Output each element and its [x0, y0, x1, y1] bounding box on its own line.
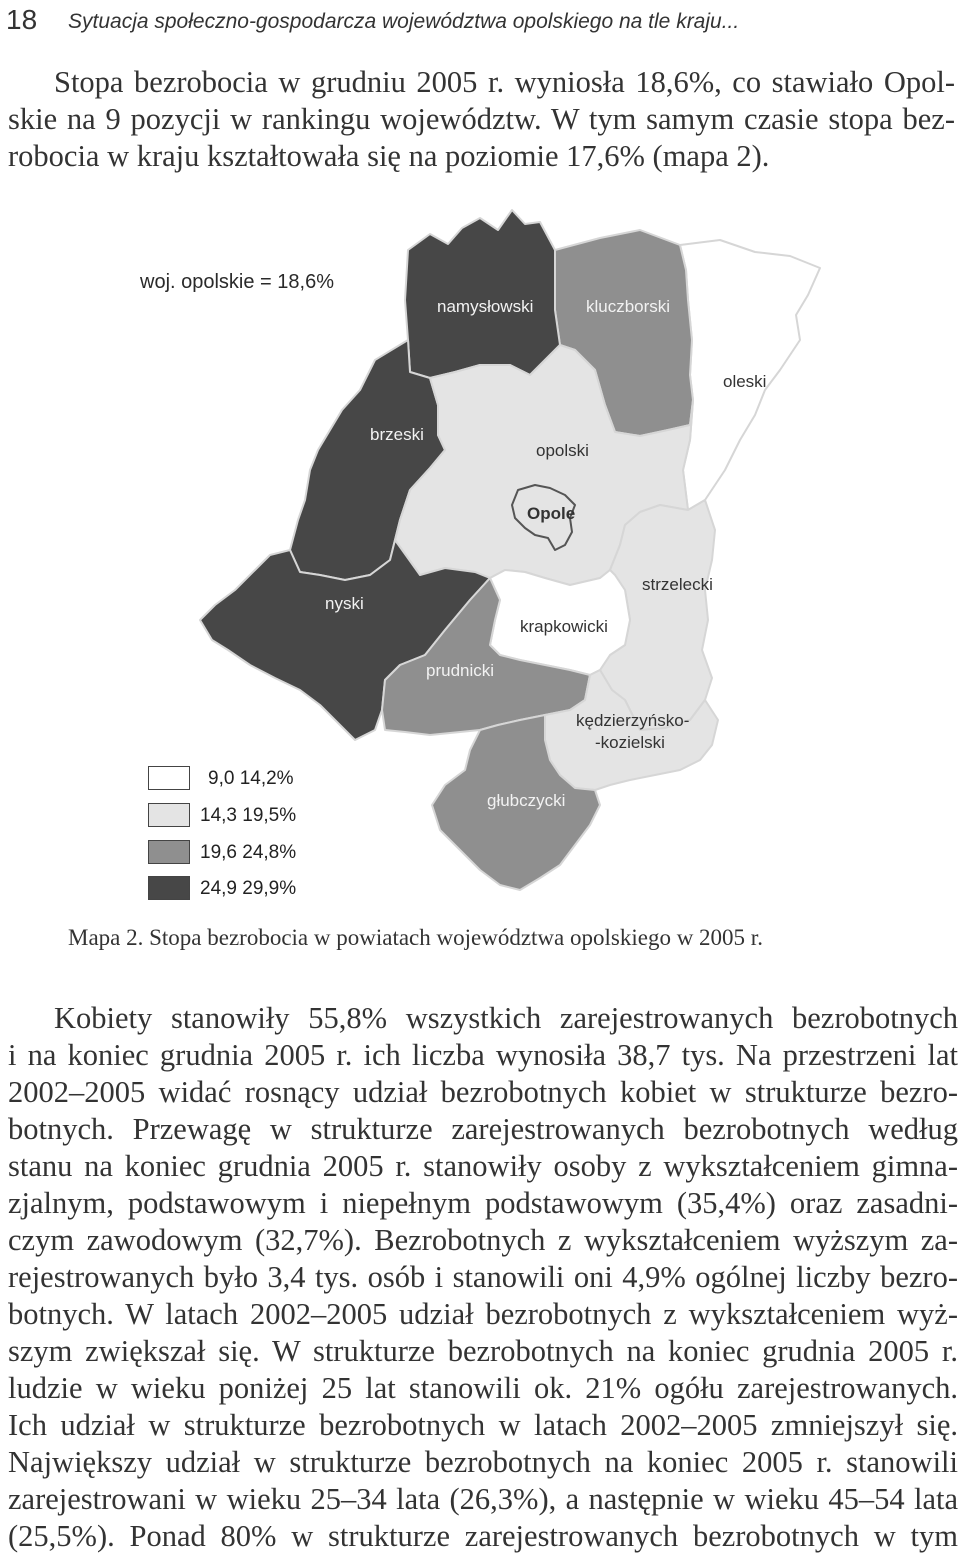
paragraph-body: [8, 1000, 958, 1555]
text-line: czym zawodowym (32,7%). Bezrobotnych z wykształceniem wyższym za-: [8, 1223, 958, 1257]
text-line: Kobiety stanowiły 55,8% wszystkich zarejestrowanych bezrobotnych: [54, 1001, 958, 1035]
page-header: [6, 4, 946, 40]
legend-swatch: [148, 766, 190, 790]
county-label-strzelecki: strzelecki: [642, 575, 713, 594]
county-label-kluczborski: kluczborski: [586, 297, 671, 316]
county-label-nyski: nyski: [325, 594, 364, 613]
legend-swatch: [148, 876, 190, 900]
text-line: 2002–2005 widać rosnący udział bezrobotnych kobiet w strukturze bezro-: [8, 1075, 958, 1109]
map-caption: Mapa 2. Stopa bezrobocia w powiatach województwa opolskiego w 2005 r.: [68, 925, 763, 950]
county-label-krapkowicki: krapkowicki: [520, 617, 608, 636]
county-label-kedzierzynsko-line2: -kozielski: [595, 733, 665, 752]
legend-swatch: [148, 803, 190, 827]
county-label-glubczycki: głubczycki: [487, 791, 566, 810]
legend-label: 14,3 19,5%: [200, 805, 297, 826]
text-line: (25,5%). Ponad 80% w strukturze zarejestrowanych bezrobotnych w tym: [8, 1519, 958, 1553]
text-line: ludzie w wieku poniżej 25 lat stanowili ok. 21% ogółu zarejestrowanych.: [8, 1371, 958, 1405]
county-label-oleski: oleski: [723, 372, 767, 391]
text-line: zjalnym, podstawowym i niepełnym podstawowym (35,4%) oraz zasadni-: [8, 1186, 958, 1220]
unemployment-map: [0, 200, 960, 920]
legend-swatch: [148, 840, 190, 864]
legend-item: [148, 840, 388, 868]
county-label-opolski: opolski: [536, 441, 589, 460]
text-line: Ich udział w strukturze bezrobotnych w latach 2002–2005 zmniejszył się.: [8, 1408, 958, 1442]
county-label-namyslowski: namysłowski: [437, 297, 534, 316]
map-legend: [148, 766, 388, 906]
opole-city-label: Opole: [527, 504, 576, 523]
text-line: rejestrowanych było 3,4 tys. osób i stanowili oni 4,9% ogólnej liczby bezro-: [8, 1260, 958, 1294]
county-label-prudnicki: prudnicki: [426, 661, 495, 680]
text-line: i na koniec grudnia 2005 r. ich liczba wynosiła 38,7 tys. Na przestrzeni lat: [8, 1038, 958, 1072]
legend-label: 19,6 24,8%: [200, 842, 297, 863]
legend-label: 9,0 14,2%: [208, 768, 294, 789]
legend-item: [148, 766, 388, 794]
legend-label: 24,9 29,9%: [200, 878, 297, 899]
running-title: Sytuacja społeczno-gospodarcza województwa opolskiego na tle kraju...: [68, 10, 740, 33]
text-line: skie na 9 pozycji w rankingu województw. W tym samym czasie stopa bez-: [8, 102, 955, 136]
page-number: 18: [6, 4, 38, 35]
legend-item: [148, 803, 388, 831]
county-namyslowski: [405, 210, 560, 378]
text-line: Największy udział w strukturze bezrobotnych na koniec 2005 r. stanowili: [8, 1445, 958, 1479]
text-line: Stopa bezrobocia w grudniu 2005 r. wyniosła 18,6%, co stawiało Opol-: [54, 65, 955, 99]
county-label-brzeski: brzeski: [370, 425, 424, 444]
text-line: botnych. W latach 2002–2005 udział bezrobotnych z wykształceniem wyż-: [8, 1297, 958, 1331]
text-line: botnych. Przewagę w strukturze zarejestrowanych bezrobotnych według: [8, 1112, 958, 1146]
text-line: szym zwiększał się. W strukturze bezrobotnych na koniec grudnia 2005 r.: [8, 1334, 958, 1368]
text-line: stanu na koniec grudnia 2005 r. stanowiły osoby z wykształceniem gimna-: [8, 1149, 958, 1183]
county-label-kedzierzynsko-line1: kędzierzyńsko-: [576, 711, 690, 730]
paragraph-intro: [8, 64, 955, 175]
text-line: robocia w kraju kształtowała się na poziomie 17,6% (mapa 2).: [8, 139, 770, 173]
voivodeship-rate-label: woj. opolskie = 18,6%: [140, 271, 335, 293]
legend-item: [148, 876, 388, 904]
text-line: zarejestrowani w wieku 25–34 lata (26,3%), a następnie w wieku 45–54 lata: [8, 1482, 958, 1516]
